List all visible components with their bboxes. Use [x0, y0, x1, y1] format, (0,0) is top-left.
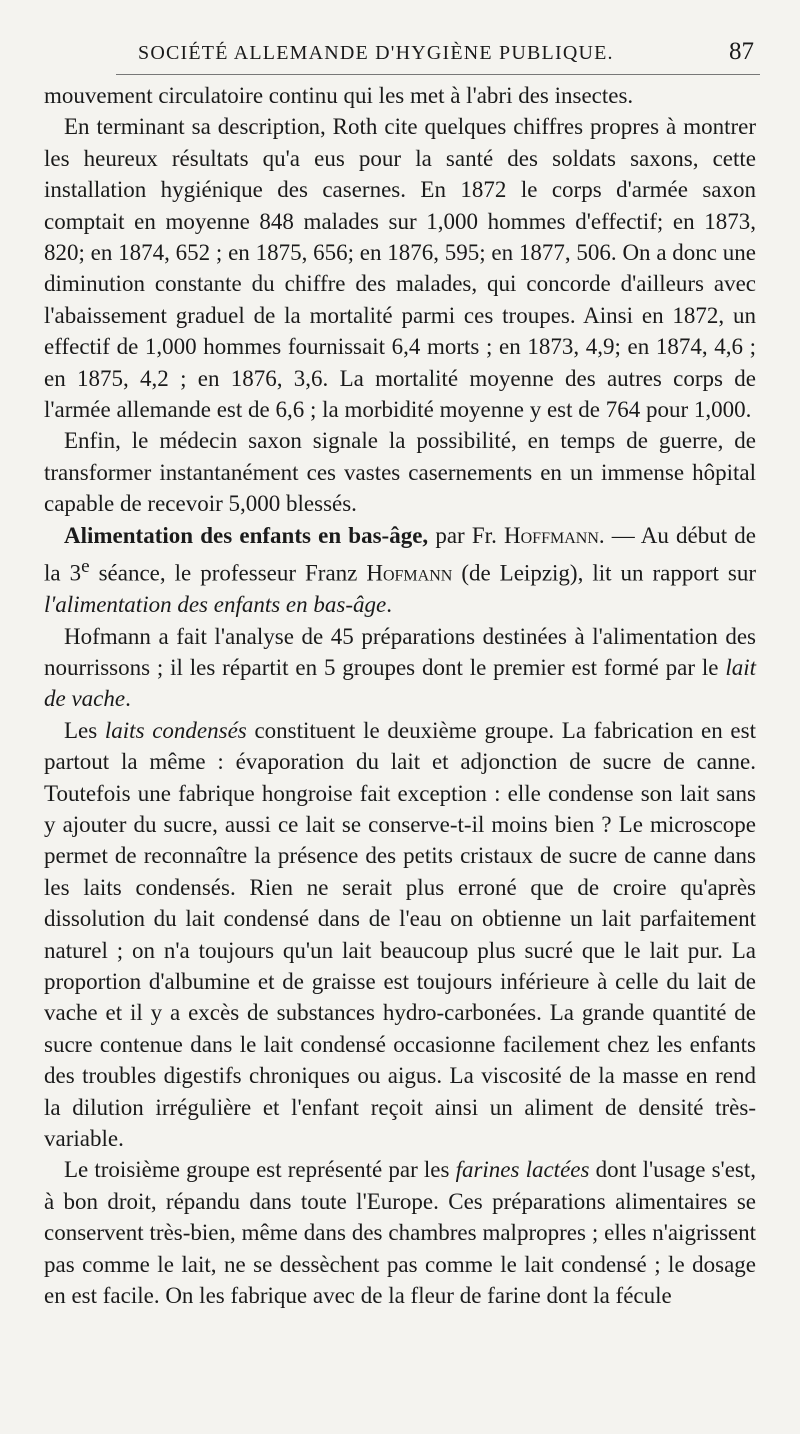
emphasis: farines lactées: [455, 1157, 590, 1183]
author-name: Hoffmann: [504, 522, 599, 548]
author-name-2: Hofmann: [366, 560, 453, 586]
emphasis: lait de vache: [44, 654, 756, 712]
paragraph-condensed-milk: [44, 715, 756, 1155]
ordinal-superscript: e: [81, 556, 90, 578]
paragraph-roth-statistics: En terminant sa description, Roth cite quelques chiffres propres à montrer les heureux résultats qu'a eus pour la santé des soldats saxons, cette installation hygiénique des casernes. En 1872 le corps d'armée saxon comptait en moyenne 848 malades sur 1,000 hommes d'effectif; en 1873, 820; en 1874, 652 ; en 1875, 656; en 1876, 595; en 1877, 506. On a donc une diminution constante du chiffre des malades, qui concorde d'ailleurs avec l'abaissement graduel de la mortalité parmi ces troupes. Ainsi en 1872, un effectif de 1,000 hommes fournissait 6,4 morts ; en 1873, 4,9; en 1874, 4,6 ; en 1875, 4,2 ; en 1876, 3,6. La mortalité moyenne des autres corps de l'armée allemande est de 6,6 ; la morbidité moyenne y est de 764 pour 1,000.: [44, 114, 756, 423]
paragraph-hospital: Enfin, le médecin saxon signale la possibilité, en temps de guerre, de transformer instantanément ces vastes casernements en un immense hôpital capable de recevoir 5,000 blessés.: [44, 428, 756, 517]
page-header: [108, 38, 754, 72]
paragraph-groups: [44, 621, 756, 715]
text-run: .: [125, 686, 131, 712]
text-run: séance, le professeur Franz: [89, 560, 367, 586]
text-run: Au début de la 3: [44, 522, 757, 586]
text-run: Les: [64, 717, 105, 743]
report-title: l'alimentation des enfants en bas-âge: [44, 592, 387, 618]
emphasis: laits condensés: [104, 717, 247, 743]
section-heading: Alimentation des enfants en bas-âge,: [64, 522, 429, 548]
byline-prefix: par Fr.: [428, 522, 505, 548]
paragraph-section-start: [44, 520, 756, 621]
text-run: dont l'usage s'est, à bon droit, répandu dans toute l'Europe. Ces préparations alimentaires se conservent très-bien, même dans des chambres malpropres ; elles n'aigrissent pas comme le lait, ne se dessèchent pas comme le lait condensé ; le dosage en est facile. On les fabrique avec de la fleur de farine dont la fécule: [44, 1157, 756, 1309]
text-run: (de Leipzig), lit un rapport sur: [452, 560, 756, 586]
page-number: 87: [729, 38, 754, 65]
text-run: constituent le deuxième groupe. La fabrication en est partout la même : évaporation du lait et adjonction de sucre de canne. Toutefois une fabrique hongroise fait exception : elle condense son lait sans y ajouter du sucre, aussi ce lait se conserve-t-il moins bien ? Le microscope permet de reconnaître la présence des petits cristaux de sucre de canne dans les laits condensés. Rien ne serait plus erroné que de croire qu'après dissolution du lait condensé dans de l'eau on obtienne un lait parfaitement naturel ; on n'a toujours qu'un lait beaucoup plus sucré que le lait pur. La proportion d'albumine et de graisse est toujours inférieure à celle du lait de vache et il y a excès de substances hydro-carbonées. La grande quantité de sucre contenue dans le lait condensé occasionne facilement chez les enfants des troubles digestifs chroniques ou aigus. La viscosité de la masse en rend la dilution irrégulière et l'enfant reçoit ainsi un aliment de densité très-variable.: [44, 717, 756, 1152]
running-head: SOCIÉTÉ ALLEMANDE D'HYGIÈNE PUBLIQUE.: [138, 42, 614, 64]
header-rule: [116, 74, 760, 75]
body-text: [44, 80, 756, 1312]
text-run: .: [386, 592, 392, 618]
byline-dash: . —: [598, 522, 641, 548]
text-run: Hofmann a fait l'analyse de 45 préparations destinées à l'alimentation des nourrissons ; il les répartit en 5 groupes dont le premier est formé par le: [44, 623, 756, 680]
paragraph-continuation: mouvement circulatoire continu qui les met à l'abri des insectes.: [44, 83, 634, 108]
paragraph-farines-lactees: [44, 1154, 756, 1311]
text-run: Le troisième groupe est représenté par les: [64, 1157, 456, 1183]
